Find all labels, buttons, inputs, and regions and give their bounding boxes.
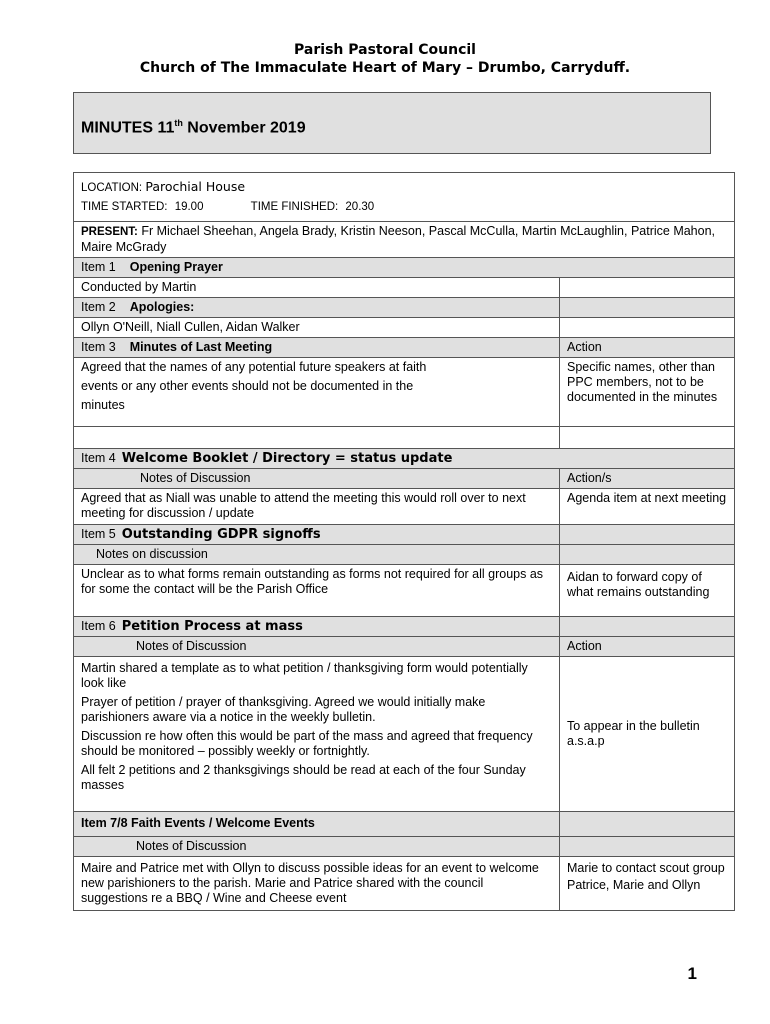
minutes-table [73, 172, 735, 911]
title-sup: th [174, 118, 183, 128]
item78-title: Item 7/8 Faith Events / Welcome Events [74, 812, 560, 837]
item5-row [74, 565, 735, 617]
item78-action1: Marie to contact scout group [567, 861, 725, 875]
item4-notes-label: Notes of Discussion [74, 469, 560, 489]
item6-para3: Discussion re how often this would be part of the mass and agreed that frequency should be monitored – possibly weekly or fortnightly. [81, 729, 533, 758]
item4-notes-row [74, 469, 735, 489]
item78-header-row [74, 812, 735, 837]
item3-text-line2: events or any other events should not be documented in the [81, 379, 414, 393]
page-number: 1 [687, 964, 697, 983]
item2-number: Item 2 [81, 300, 116, 314]
item78-notes-label: Notes of Discussion [74, 837, 560, 857]
item3-row [74, 358, 735, 427]
item78-text: Maire and Patrice met with Ollyn to discuss possible ideas for an event to welcome new parishioners to the parish. Marie and Patrice shared with the council suggestions re a BBQ / Wine and Cheese event [74, 857, 560, 911]
item2-header-row [74, 298, 735, 318]
item6-notes-row [74, 637, 735, 657]
present-label: PRESENT: [81, 226, 138, 238]
time-started-value: 19.00 [174, 201, 204, 213]
location-label: LOCATION: [81, 182, 143, 194]
item4-number: Item 4 [81, 451, 116, 465]
time-finished-label: TIME FINISHED: [250, 201, 339, 213]
location-line [81, 179, 727, 196]
item5-notes-row [74, 545, 735, 565]
item5-notes-label: Notes on discussion [74, 545, 560, 565]
item4-action-label: Action/s [560, 469, 735, 489]
item4-row [74, 489, 735, 525]
item1-title: Opening Prayer [129, 260, 223, 274]
item5-action: Aidan to forward copy of what remains outstanding [560, 565, 735, 617]
time-line [81, 200, 727, 215]
item4-action: Agenda item at next meeting [560, 489, 735, 525]
item3-action: Specific names, other than PPC members, not to be documented in the minutes [560, 358, 735, 427]
item3-header-row [74, 338, 735, 358]
item6-header-row [74, 617, 735, 637]
church-name: Church of The Immaculate Heart of Mary – Drumbo, Carryduff. [139, 60, 631, 76]
minutes-title [81, 118, 306, 137]
item6-action-label: Action [560, 637, 735, 657]
title-suffix: November 2019 [182, 119, 306, 137]
item78-notes-row [74, 837, 735, 857]
item6-row [74, 657, 735, 812]
item3-text-line1: Agreed that the names of any potential future speakers at faith [81, 360, 427, 374]
council-name: Parish Pastoral Council [294, 42, 476, 58]
location-value: Parochial House [145, 179, 246, 194]
item5-header-row [74, 525, 735, 545]
item1-text: Conducted by Martin [74, 278, 560, 298]
item2-row [74, 318, 735, 338]
item2-text: Ollyn O'Neill, Niall Cullen, Aidan Walker [74, 318, 560, 338]
time-finished-value: 20.30 [345, 201, 375, 213]
item1-row [74, 278, 735, 298]
item1-number: Item 1 [81, 260, 116, 274]
item4-title: Welcome Booklet / Directory = status update [121, 451, 453, 466]
item6-notes-label: Notes of Discussion [74, 637, 560, 657]
item6-title: Petition Process at mass [121, 619, 303, 634]
item4-header-row [74, 449, 735, 469]
item2-title: Apologies: [129, 300, 195, 314]
time-started-label: TIME STARTED: [81, 201, 168, 213]
item3-action-label: Action [560, 338, 735, 358]
item6-action: To appear in the bulletin a.s.a.p [560, 657, 735, 812]
item5-number: Item 5 [81, 527, 116, 541]
item3-title: Minutes of Last Meeting [129, 340, 273, 354]
item78-row [74, 857, 735, 911]
item3-text-line3: minutes [81, 398, 125, 412]
item6-para1: Martin shared a template as to what petition / thanksgiving form would potentially look like [81, 661, 528, 690]
item78-action2: Patrice, Marie and Ollyn [567, 878, 701, 892]
present-value: Fr Michael Sheehan, Angela Brady, Kristin Neeson, Pascal McCulla, Martin McLaughlin, Patrice Mahon, Maire McGrady [81, 224, 716, 254]
item1-header-row [74, 258, 735, 278]
present-row [74, 222, 735, 258]
minutes-title-box [73, 92, 711, 154]
item3-number: Item 3 [81, 340, 116, 354]
title-prefix: MINUTES 11 [81, 119, 175, 137]
item6-number: Item 6 [81, 619, 116, 633]
item5-text: Unclear as to what forms remain outstanding as forms not required for all groups as for some the contact will be the Parish Office [74, 565, 560, 617]
item4-text: Agreed that as Niall was unable to attend the meeting this would roll over to next meeting for discussion / update [74, 489, 560, 525]
blank-row [74, 427, 735, 449]
meta-row [74, 173, 735, 222]
item6-para2: Prayer of petition / prayer of thanksgiving. Agreed we would initially make parishioners aware via a notice in the weekly bulletin. [81, 695, 486, 724]
item6-para4: All felt 2 petitions and 2 thanksgivings should be read at each of the four Sunday masses [81, 763, 526, 792]
item5-title: Outstanding GDPR signoffs [121, 527, 321, 542]
